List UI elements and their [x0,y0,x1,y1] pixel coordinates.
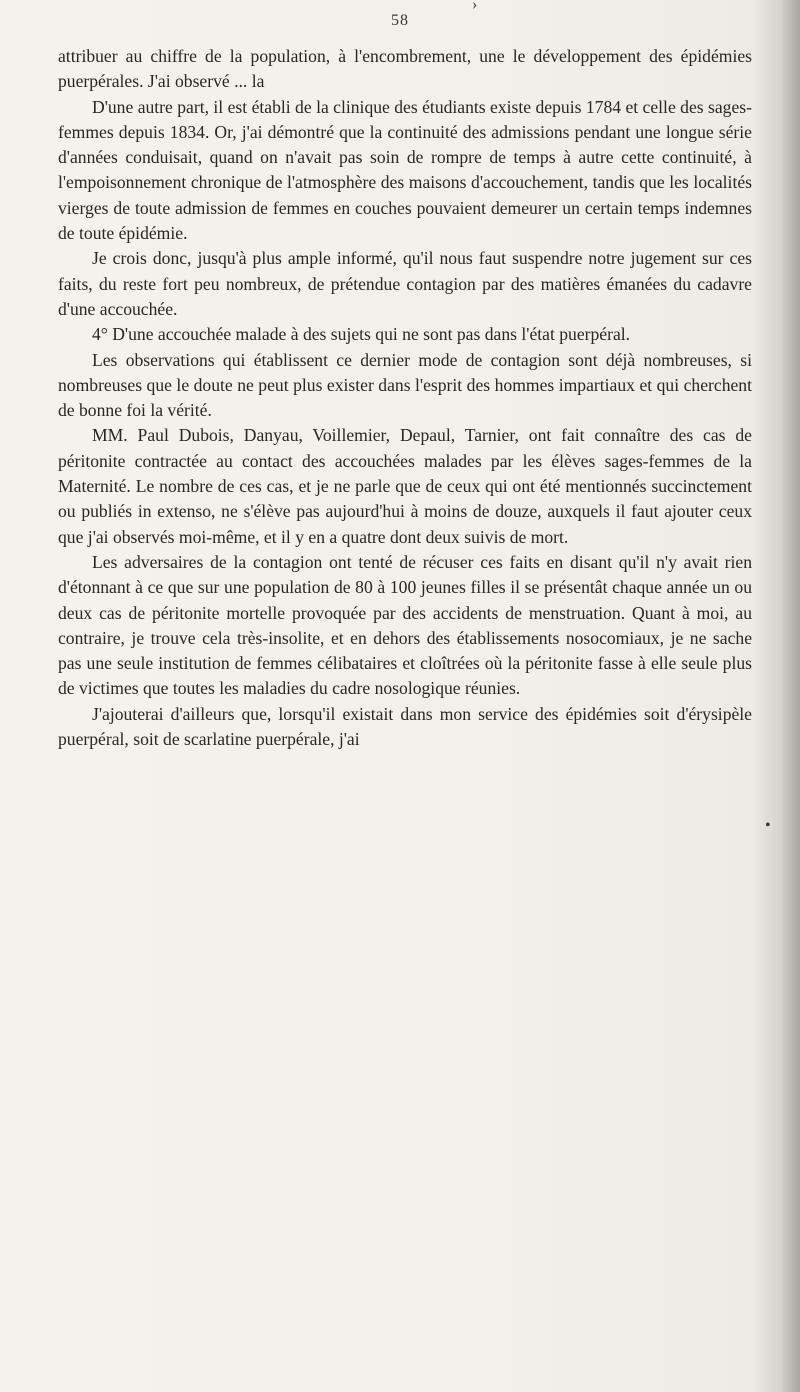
page-edge-shadow [782,0,800,1392]
paragraph-3: Je crois donc, jusqu'à plus ample informé, qu'il nous faut suspendre notre jugement sur ces faits, du reste fort peu nombreux, de prétendue contagion par des matières émanées du cadavre d'une accouchée. [58,248,752,319]
paragraph-2: D'une autre part, il est établi de la clinique des étudiants existe depuis 1784 et celle des sages-femmes depuis 1834. Or, j'ai démontré que la continuité des admissions pendant une longue série d'années conduisait, quand on n'avait pas soin de rompre de temps à autre cette continuité, à l'empoisonnement chronique de l'atmosphère des maisons d'accouchement, tandis que les localités vierges de toute admission de femmes en couches pouvaient demeurer un certain temps indemnes de toute épidémie. [58,96,752,244]
section-heading: 4° D'une accouchée malade à des sujets qui ne sont pas dans l'état puerpéral. [92,324,631,345]
paragraph-4: Les observations qui établissent ce dernier mode de contagion sont déjà nombreuses, si nombreuses que le doute ne peut plus exister dans l'esprit des hommes impartiaux et qui cherchent de bonne foi la vérité. [58,349,752,421]
side-mark: • [765,817,771,834]
paragraph-1: attribuer au chiffre de la population, à l'encombrement, une le développement des épidémies puerpérales. J'ai observé ... la [58,46,752,92]
body-text [58,44,752,752]
page-number: 58 [391,12,409,29]
top-mark: › [472,0,478,13]
paragraph-7: J'ajouterai d'ailleurs que, lorsqu'il existait dans mon service des épidémies soit d'érysipèle puerpéral, soit de scarlatine puerpérale, j'ai [58,703,752,750]
paragraph-5: MM. Paul Dubois, Danyau, Voillemier, Depaul, Tarnier, ont fait connaître des cas de péritonite contractée au contact des accouchées malades par les élèves sages-femmes de la Maternité. Le nombre de ces cas, et je ne parle que de ceux qui ont été mentionnés succinctement ou publiés in extenso, ne s'élève pas aujourd'hui à moins de douze, auxquels il faut ajouter ceux que j'ai observés moi-même, et il y en a quatre dont deux suivis de mort. [58,425,752,547]
paragraph-6: Les adversaires de la contagion ont tenté de récuser ces faits en disant qu'il n'y avait rien d'étonnant à ce que sur une population de 80 à 100 jeunes filles il se présentât chaque année un ou deux cas de péritonite mortelle provoquée par des accidents de menstruation. Quant à moi, au contraire, je trouve cela très-insolite, et en dehors des établissements nosocomiaux, je ne sache pas une seule institution de femmes célibataires et cloîtrées où la péritonite fasse à elle seule plus de victimes que toutes les maladies du cadre nosologique réunies. [58,551,752,699]
